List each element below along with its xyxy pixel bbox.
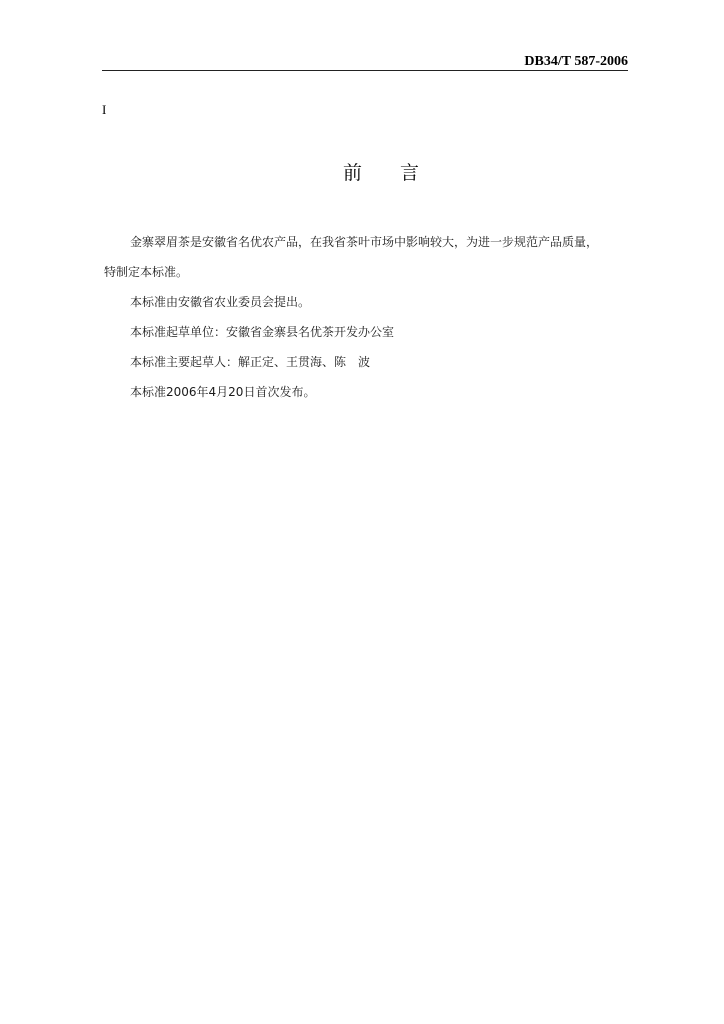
doc-code: DB34/T 587-2006 — [524, 54, 628, 69]
paragraph-drafting-unit: 本标准起草单位：安徽省金寨县名优茶开发办公室 — [130, 325, 395, 339]
paragraph-intro-line1: 金寨翠眉茶是安徽省名优农产品，在我省茶叶市场中影响较大，为进一步规范产品质量， — [130, 235, 599, 249]
paragraph-intro — [106, 227, 638, 287]
paragraph-release-date: 本标准2006年4月20日首次发布。 — [130, 385, 316, 399]
foreword-body — [106, 227, 638, 407]
paragraph-drafters: 本标准主要起草人：解正定、王贯海、陈 波 — [130, 355, 371, 369]
paragraph-proposer: 本标准由安徽省农业委员会提出。 — [130, 295, 311, 309]
header-rule — [102, 70, 628, 71]
paragraph-intro-line2: 特制定本标准。 — [104, 265, 189, 279]
page-number: I — [102, 102, 107, 117]
foreword-title: 前言 — [342, 162, 457, 184]
